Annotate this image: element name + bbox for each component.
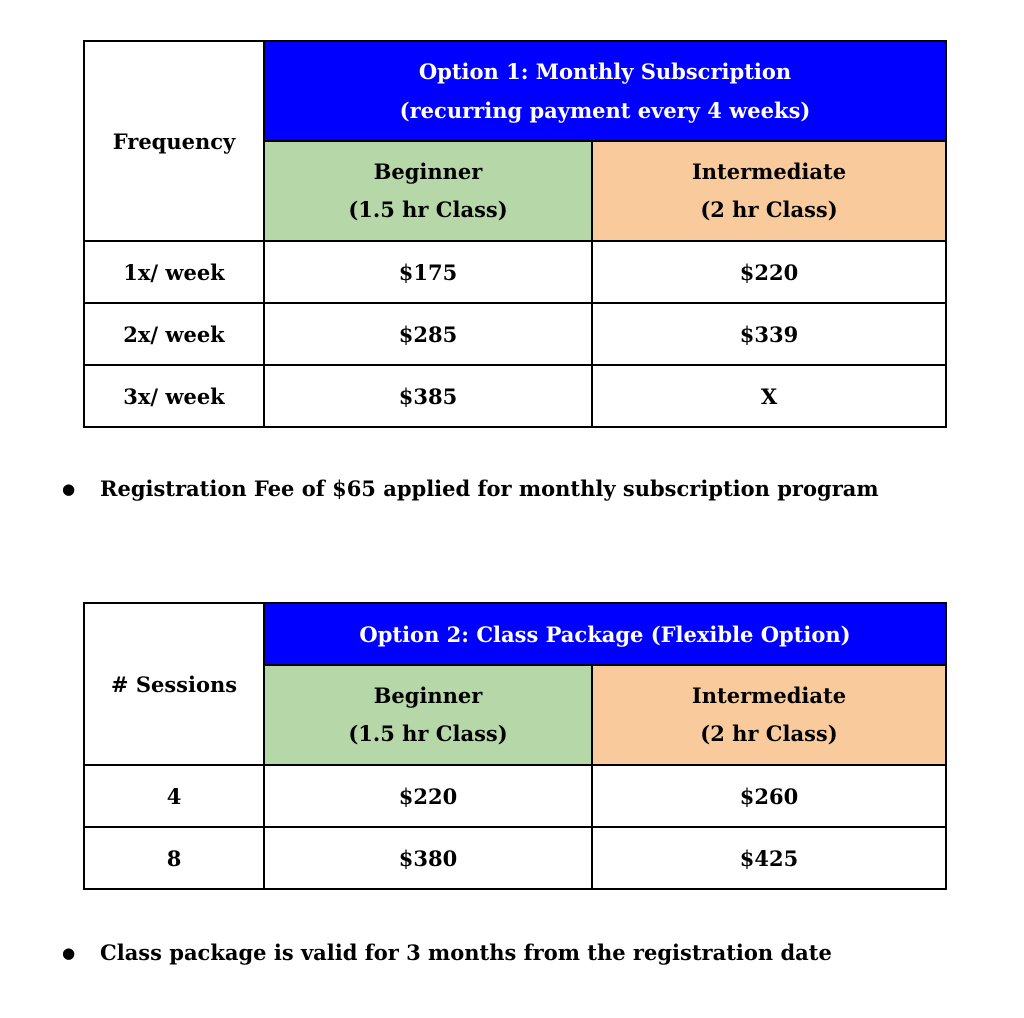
- intermediate-label: Intermediate: [691, 683, 847, 708]
- frequency-1x-cell: 1x/ week: [84, 241, 264, 303]
- intermediate-duration: (2 hr Class): [700, 197, 838, 222]
- intermediate-duration: (2 hr Class): [700, 721, 838, 746]
- beginner-duration: (1.5 hr Class): [348, 197, 508, 222]
- table-row: [84, 365, 946, 427]
- table1-title-line2: (recurring payment every 4 weeks): [399, 98, 811, 123]
- sessions-4-cell: 4: [84, 765, 264, 827]
- table-row: [84, 765, 946, 827]
- sessions-8-cell: 8: [84, 827, 264, 889]
- frequency-header-cell: Frequency: [84, 41, 264, 241]
- table-row: [84, 303, 946, 365]
- beginner-label: Beginner: [373, 159, 483, 184]
- price-1x-beginner: $175: [264, 241, 592, 303]
- price-3x-intermediate: X: [592, 365, 946, 427]
- table1-title-line1: Option 1: Monthly Subscription: [418, 59, 792, 84]
- table1-title-cell: [264, 41, 946, 141]
- price-4-intermediate: $260: [592, 765, 946, 827]
- registration-fee-note-text: Registration Fee of $65 applied for monthly subscription program: [100, 476, 879, 501]
- beginner-duration: (1.5 hr Class): [348, 721, 508, 746]
- table2-title-line1: Option 2: Class Package (Flexible Option): [359, 621, 851, 647]
- table2-intermediate-header-cell: [592, 665, 946, 765]
- table1-beginner-header-cell: [264, 141, 592, 241]
- monthly-subscription-table: [83, 40, 947, 428]
- price-3x-beginner: $385: [264, 365, 592, 427]
- table1-intermediate-header-cell: [592, 141, 946, 241]
- package-validity-note-text: Class package is valid for 3 months from the registration date: [100, 940, 832, 965]
- price-2x-intermediate: $339: [592, 303, 946, 365]
- registration-fee-note: [62, 475, 942, 503]
- frequency-3x-cell: 3x/ week: [84, 365, 264, 427]
- price-1x-intermediate: $220: [592, 241, 946, 303]
- bullet-icon: ●: [62, 480, 76, 498]
- price-4-beginner: $220: [264, 765, 592, 827]
- class-package-table: [83, 602, 947, 890]
- table-row: [84, 241, 946, 303]
- sessions-header-cell: # Sessions: [84, 603, 264, 765]
- table2-beginner-header-cell: [264, 665, 592, 765]
- package-validity-note: [62, 939, 942, 967]
- table-row: [84, 827, 946, 889]
- beginner-label: Beginner: [373, 683, 483, 708]
- intermediate-label: Intermediate: [691, 159, 847, 184]
- frequency-2x-cell: 2x/ week: [84, 303, 264, 365]
- bullet-icon: ●: [62, 944, 76, 962]
- table2-title-cell: [264, 603, 946, 665]
- price-8-intermediate: $425: [592, 827, 946, 889]
- price-8-beginner: $380: [264, 827, 592, 889]
- price-2x-beginner: $285: [264, 303, 592, 365]
